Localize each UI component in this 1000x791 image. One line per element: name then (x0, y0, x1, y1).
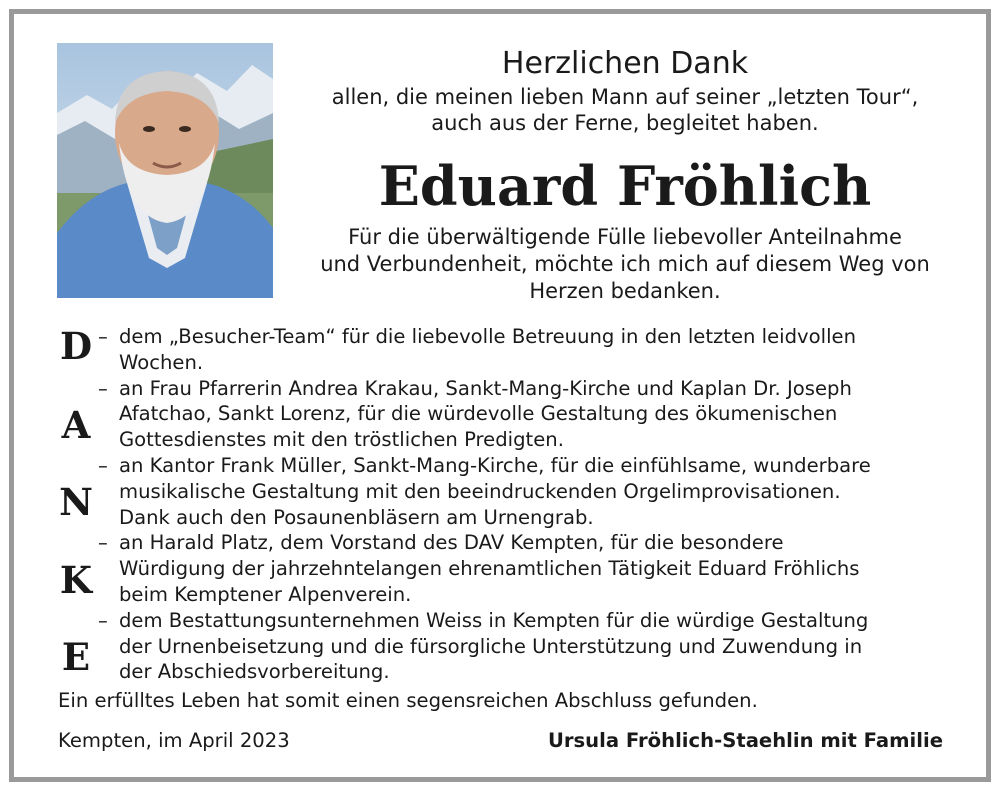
deceased-name: Eduard Fröhlich (378, 154, 872, 218)
list-dash: – (98, 453, 108, 477)
list-line: dem „Besucher-Team“ für die liebevolle Betreuung in den letzten leidvollen (119, 325, 857, 348)
danke-letter: D (59, 324, 93, 368)
intro-line: Für die überwältigende Fülle liebevoller Anteilnahme (348, 225, 902, 249)
subtitle-line: auch aus der Ferne, begleitet haben. (431, 111, 819, 135)
list-line: beim Kemptener Alpenverein. (119, 582, 412, 606)
list-item (98, 324, 958, 376)
intro-text (300, 224, 950, 305)
list-line: Gottesdienstes mit den tröstlichen Predigten. (119, 428, 564, 452)
list-line: der Urnenbeisetzung und die fürsorgliche Unterstützung und Zuwendung in (119, 634, 863, 658)
list-dash: – (98, 531, 108, 555)
signature: Ursula Fröhlich-Staehlin mit Familie (547, 729, 943, 752)
list-item-text (119, 376, 958, 453)
thanks-list (98, 324, 958, 685)
list-line: Afatchao, Sankt Lorenz, für die würdevolle Gestaltung des ökumenischen (119, 402, 838, 426)
list-dash: – (98, 325, 108, 348)
list-item (98, 376, 958, 453)
list-dash: – (98, 608, 108, 632)
list-line: der Abschiedsvorbereitung. (119, 660, 390, 684)
portrait-photo (57, 43, 273, 298)
list-line: musikalische Gestaltung mit den beeindruckenden Orgelimprovisationen. (119, 479, 841, 503)
danke-letter: N (59, 480, 93, 524)
intro-line: Herzen bedanken. (529, 279, 721, 303)
subtitle-line: allen, die meinen lieben Mann auf seiner „letzten Tour“, (331, 85, 919, 109)
list-item (98, 608, 958, 685)
danke-letter: A (61, 403, 91, 447)
list-line: dem Bestattungsunternehmen Weiss in Kempten für die würdige Gestaltung (119, 608, 869, 632)
list-line: an Frau Pfarrerin Andrea Krakau, Sankt-Mang-Kirche und Kaplan Dr. Joseph (119, 376, 852, 400)
list-line: Wochen. (119, 350, 204, 374)
list-line: an Harald Platz, dem Vorstand des DAV Kempten, für die besondere (119, 531, 784, 555)
list-item-text (119, 530, 958, 607)
intro-line: und Verbundenheit, möchte ich mich auf diesem Weg von (320, 252, 930, 276)
list-item-text (119, 324, 958, 376)
closing-sentence: Ein erfülltes Leben hat somit einen segensreichen Abschluss gefunden. (58, 689, 758, 712)
danke-letter: E (61, 635, 91, 679)
list-line: an Kantor Frank Müller, Sankt-Mang-Kirche, für die einfühlsame, wunderbare (119, 453, 871, 477)
list-line: Würdigung der jahrzehntelangen ehrenamtlichen Tätigkeit Eduard Fröhlichs (119, 557, 860, 581)
list-item-text (119, 608, 958, 685)
list-line: Dank auch den Posaunenbläsern am Urnengrab. (119, 505, 594, 529)
thanks-subtitle (300, 84, 950, 136)
list-item (98, 453, 958, 530)
thanks-title: Herzlichen Dank (501, 46, 749, 81)
danke-letter: K (59, 558, 93, 602)
list-dash: – (98, 376, 108, 400)
place-date: Kempten, im April 2023 (58, 729, 290, 752)
list-item (98, 530, 958, 607)
list-item-text (119, 453, 958, 530)
